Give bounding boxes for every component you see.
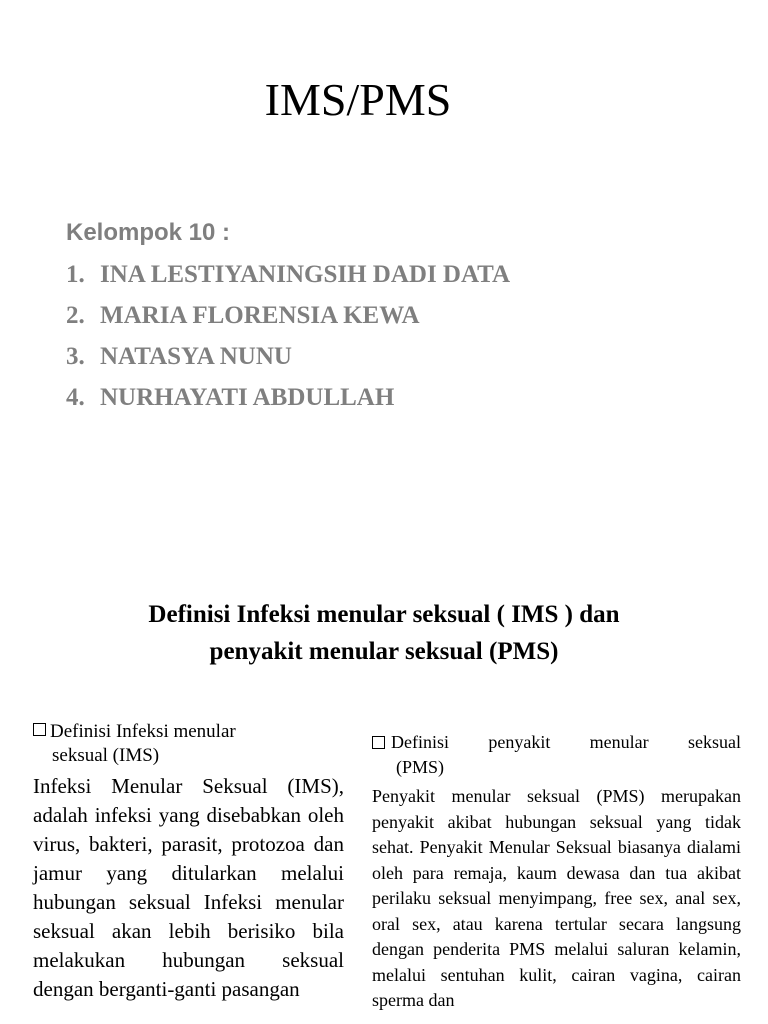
pms-heading [372, 730, 741, 755]
member-name: NATASYA NUNU [100, 343, 292, 370]
pms-heading-line-2: (PMS) [396, 757, 445, 777]
pms-column [372, 730, 741, 1014]
checkbox-bullet-icon [33, 723, 46, 736]
member-name: INA LESTIYANINGSIH DADI DATA [100, 261, 511, 288]
checkbox-bullet-icon [372, 736, 385, 749]
definition-title [0, 596, 768, 670]
member-item [66, 377, 510, 418]
member-list [66, 254, 510, 418]
member-item [66, 336, 510, 377]
ims-heading [33, 720, 344, 744]
ims-heading-line-2: seksual (IMS) [52, 745, 160, 766]
definition-title-line-2: penyakit menular seksual (PMS) [209, 638, 559, 665]
pms-definition-text: Penyakit menular seksual (PMS) merupakan penyakit akibat hubungan seksual yang tidak sehat. Penyakit Menular Seksual biasanya dialami oleh para remaja, kaum dewasa dan tua akibat perilaku seksual menyimpang, free sex, anal sex, oral sex, atau karena tertular secara langsung dengan penderita PMS melalui saluran kelamin, melalui sentuhan kulit, cairan vagina, cairan sperma dan [372, 786, 741, 1010]
member-number: 4. [66, 384, 85, 411]
member-number: 2. [66, 302, 85, 329]
definition-title-line-1: Definisi Infeksi menular seksual ( IMS ) dan [148, 601, 620, 628]
member-number: 1. [66, 261, 85, 288]
slide-title: IMS/PMS [264, 74, 452, 125]
pms-heading-line-1: Definisi penyakit menular seksual [391, 732, 741, 752]
member-name: NURHAYATI ABDULLAH [100, 384, 395, 411]
ims-definition-text: Infeksi Menular Seksual (IMS), adalah infeksi yang disebabkan oleh virus, bakteri, parasit, protozoa dan jamur yang ditularkan melalui hubungan seksual Infeksi menular seksual akan lebih berisiko bila melakukan hubungan seksual dengan berganti-ganti pasangan [33, 774, 344, 1001]
ims-column [33, 720, 344, 1004]
member-item [66, 254, 510, 295]
member-item [66, 295, 510, 336]
group-label: Kelompok 10 : [66, 219, 231, 246]
member-name: MARIA FLORENSIA KEWA [100, 302, 420, 329]
member-number: 3. [66, 343, 85, 370]
ims-heading-line-1: Definisi Infeksi menular [50, 721, 236, 742]
